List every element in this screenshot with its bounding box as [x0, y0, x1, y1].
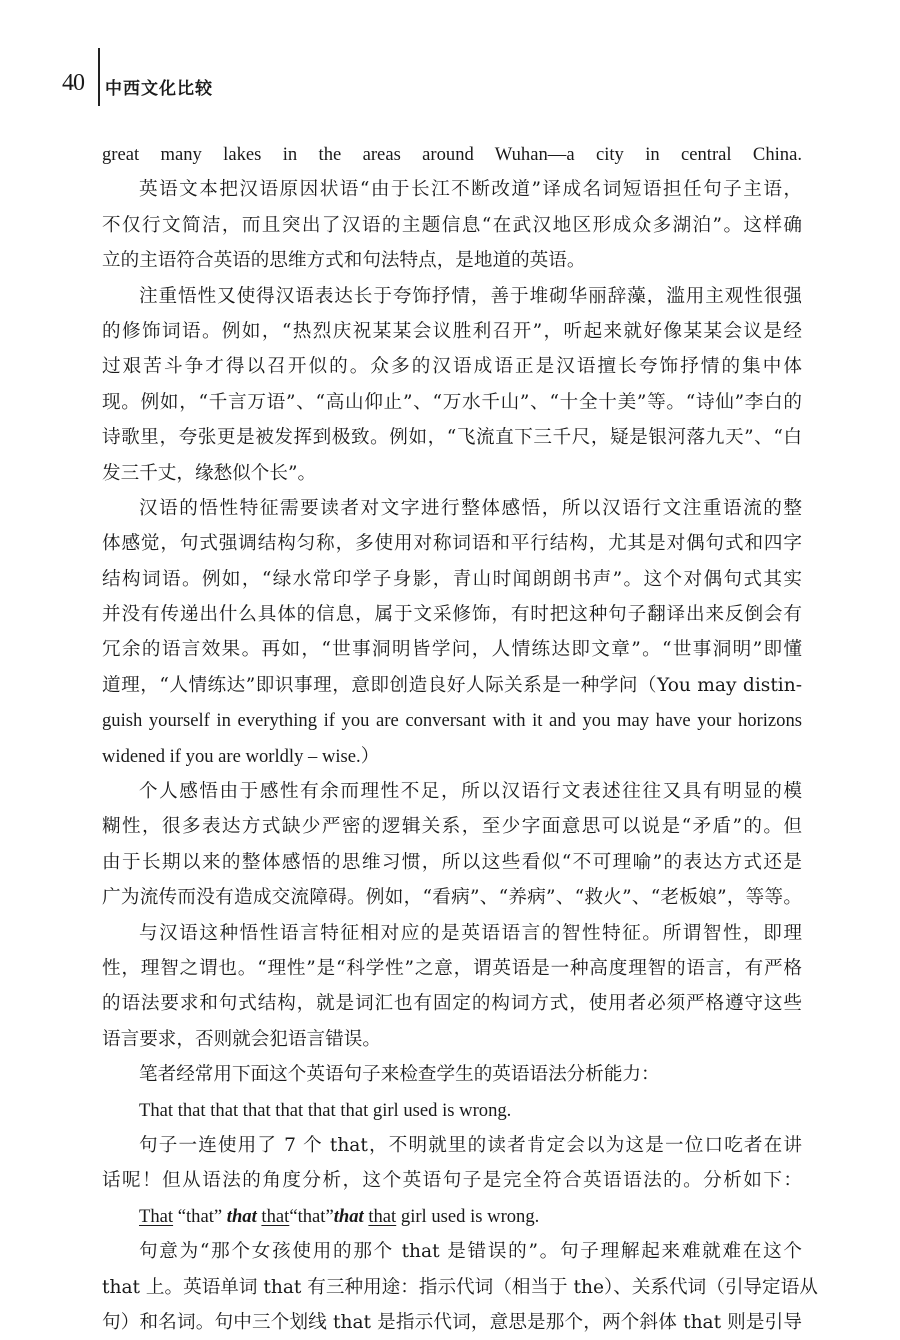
text-line: 话呢！但从语法的角度分析，这个英语句子是完全符合英语语法的。分析如下：: [102, 1170, 802, 1192]
text-line: that 上。英语单词 that 有三种用途：指示代词（相当于 the）、关系代词（引导定语从: [102, 1276, 818, 1298]
text-line: widened if you are worldly – wise.）: [102, 745, 380, 767]
that-italic: that: [333, 1205, 364, 1227]
that-underlined: That: [139, 1205, 174, 1227]
example-sentence: That that that that that that that girl used is wrong.: [139, 1099, 512, 1121]
text-line: 冗余的语言效果。再如，“世事洞明皆学问，人情练达即文章”。“世事洞明”即懂: [102, 639, 802, 661]
text-line: 英语文本把汉语原因状语“由于长江不断改道”译成名词短语担任句子主语，: [139, 179, 802, 201]
text-line: great many lakes in the areas around Wuhan—a city in central China.: [102, 144, 802, 165]
that-underlined: that: [368, 1205, 397, 1227]
text-line: 过艰苦斗争才得以召开似的。众多的汉语成语正是汉语擅长夸饰抒情的集中体: [102, 356, 802, 378]
text-line: 现。例如，“千言万语”、“高山仰止”、“万水千山”、“十全十美”等。“诗仙”李白的: [102, 391, 802, 413]
text-line: 注重悟性又使得汉语表达长于夸饰抒情，善于堆砌华丽辞藻，滥用主观性很强: [139, 285, 802, 307]
text-line: 结构词语。例如，“绿水常印学子身影，青山时闻朗朗书声”。这个对偶句式其实: [102, 568, 802, 590]
text-line: 体感觉，句式强调结构匀称，多使用对称词语和平行结构，尤其是对偶句式和四字: [102, 533, 802, 555]
that-quoted: “that”: [177, 1205, 223, 1227]
that-italic: that: [226, 1205, 257, 1227]
that-quoted: “that”: [289, 1205, 334, 1227]
text-line: 句意为“那个女孩使用的那个 that 是错误的”。句子理解起来难就难在这个: [139, 1241, 802, 1263]
text-line: 诗歌里，夸张更是被发挥到极致。例如，“飞流直下三千尺，疑是银河落九天”、“白: [102, 427, 802, 449]
text-line: 与汉语这种悟性语言特征相对应的是英语语言的智性特征。所谓智性，即理: [139, 922, 802, 944]
page-body: [102, 137, 818, 1340]
page-number: 40: [62, 70, 84, 96]
text-line: 不仅行文简洁，而且突出了汉语的主题信息“在武汉地区形成众多湖泊”。这样确: [102, 214, 802, 236]
running-title: 中西文化比较: [105, 79, 213, 99]
text-line: 广为流传而没有造成交流障碍。例如，“看病”、“养病”、“救火”、“老板娘”，等等。: [102, 887, 802, 909]
text-line: 立的主语符合英语的思维方式和句法特点，是地道的英语。: [102, 250, 586, 272]
header-divider: [98, 48, 100, 106]
text-line: 汉语的悟性特征需要读者对文字进行整体感悟，所以汉语行文注重语流的整: [139, 497, 802, 519]
text-line: 笔者经常用下面这个英语句子来检查学生的英语语法分析能力：: [139, 1064, 660, 1086]
that-underlined: that: [261, 1205, 290, 1227]
text-line: 个人感悟由于感性有余而理性不足，所以汉语行文表述往往又具有明显的模: [139, 781, 802, 803]
text-line: 句）和名词。句中三个划线 that 是指示代词，意思是那个，两个斜体 that 则是引导: [102, 1311, 802, 1333]
text-line: 糊性，很多表达方式缺少严密的逻辑关系，至少字面意思可以说是“矛盾”的。但: [102, 816, 802, 838]
sentence-tail: girl used is wrong.: [400, 1205, 540, 1227]
text-line: 由于长期以来的整体感悟的思维习惯，所以这些看似“不可理喻”的表达方式还是: [102, 851, 802, 873]
text-line: 的修饰词语。例如，“热烈庆祝某某会议胜利召开”，听起来就好像某某会议是经: [102, 320, 802, 342]
text-line: 道理，“人情练达”即识事理，意即创造良好人际关系是一种学问（You may distin-: [102, 674, 802, 696]
text-line: 并没有传递出什么具体的信息，属于文采修饰，有时把这种句子翻译出来反倒会有: [102, 604, 802, 626]
text-line: 句子一连使用了 7 个 that，不明就里的读者肯定会以为这是一位口吃者在讲: [139, 1134, 802, 1156]
text-line: 的语法要求和句式结构，就是词汇也有固定的构词方式，使用者必须严格遵守这些: [102, 993, 802, 1015]
text-line: 发三千丈，缘愁似个长”。: [102, 462, 317, 484]
text-line: 性，理智之谓也。“理性”是“科学性”之意，谓英语是一种高度理智的语言，有严格: [102, 957, 802, 979]
annotated-example: [102, 1199, 802, 1234]
text-line: guish yourself in everything if you are conversant with it and you may have your horizons: [102, 710, 802, 732]
text-line: 语言要求，否则就会犯语言错误。: [102, 1028, 381, 1050]
